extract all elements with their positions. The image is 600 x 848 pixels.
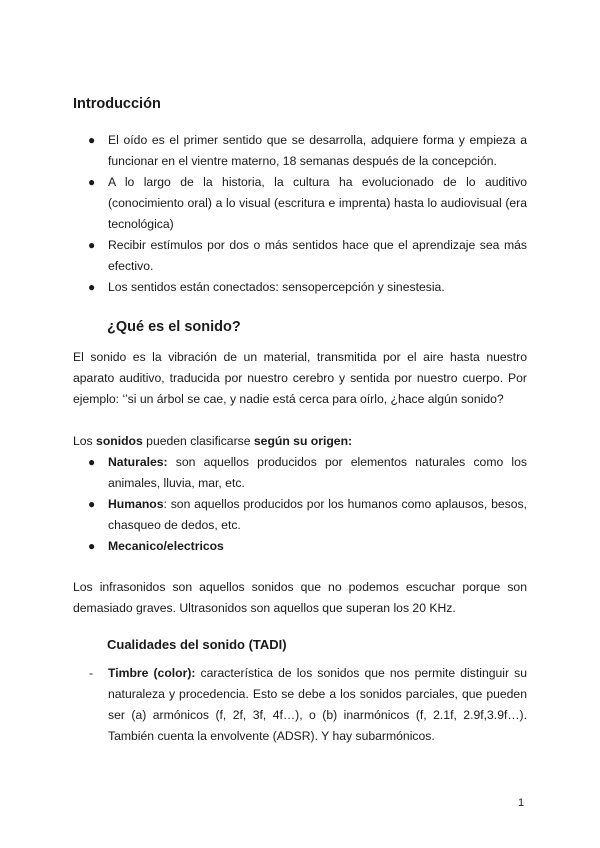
classify-bold-1: sonidos bbox=[96, 434, 143, 448]
infrasound-paragraph: Los infrasonidos son aquellos sonidos que no podemos escuchar porque son demasiado graves. Ultrasonidos son aquellos que superan los 20 KHz. bbox=[73, 580, 527, 615]
quality-term: Timbre (color): bbox=[108, 666, 196, 680]
qualities-heading: Cualidades del sonido (TADI) bbox=[107, 637, 287, 652]
classify-bold-2: según su origen: bbox=[253, 434, 353, 448]
list-item-text: Recibir estímulos por dos o más sentidos hace que el aprendizaje sea más efectivo. bbox=[108, 238, 527, 273]
sound-heading: ¿Qué es el sonido? bbox=[107, 319, 241, 335]
sound-definition: El sonido es la vibración de un material, transmitida por el aire hasta nuestro aparato auditivo, traducida por nuestro cerebro y sentida por nuestro cuerpo. Por ejemplo: ‘’si un árbol se cae, y nadie está cerca para oírlo, ¿hace algún sonido? bbox=[73, 350, 527, 406]
origin-term: Humanos bbox=[108, 497, 164, 511]
page-number: 1 bbox=[518, 797, 525, 809]
list-item bbox=[73, 172, 527, 235]
bullet-icon: ● bbox=[88, 238, 96, 252]
bullet-icon: ● bbox=[88, 497, 96, 511]
list-item bbox=[73, 536, 527, 557]
list-item-text: A lo largo de la historia, la cultura ha evolucionado de lo auditivo (conocimiento oral) a lo visual (escritura e imprenta) hasta lo audiovisual (era tecnológica) bbox=[108, 175, 527, 231]
list-item-text: Los sentidos están conectados: sensopercepción y sinestesia. bbox=[108, 280, 445, 294]
bullet-icon: ● bbox=[88, 175, 96, 189]
bullet-icon: ● bbox=[88, 455, 96, 469]
classification-intro bbox=[73, 431, 527, 452]
quality-text: característica de los sonidos que nos permite distinguir su naturaleza y procedencia. Esto se debe a los sonidos parciales, que pueden ser (a) armónicos (f, 2f, 3f, 4f…), o (b) inarmónicos (f, 2.1f, 2.9f,3.9f…). También cuenta la envolvente (ADSR). Y hay subarmónicos. bbox=[108, 666, 527, 743]
dash-icon: - bbox=[89, 666, 94, 680]
list-item bbox=[73, 235, 527, 277]
classify-text-1: Los bbox=[73, 434, 97, 448]
intro-heading: Introducción bbox=[73, 96, 161, 112]
bullet-icon: ● bbox=[88, 539, 96, 553]
list-item bbox=[73, 452, 527, 494]
origin-term: Mecanico/electricos bbox=[108, 539, 224, 553]
bullet-icon: ● bbox=[88, 133, 96, 147]
list-item bbox=[73, 663, 527, 747]
qualities-list bbox=[73, 663, 527, 747]
classify-text-2: pueden clasificarse bbox=[142, 434, 254, 448]
list-item bbox=[73, 277, 527, 298]
list-item bbox=[73, 130, 527, 172]
list-item-text: El oído es el primer sentido que se desarrolla, adquiere forma y empieza a funcionar en el vientre materno, 18 semanas después de la concepción. bbox=[108, 133, 527, 168]
list-item bbox=[73, 494, 527, 536]
bullet-icon: ● bbox=[88, 280, 96, 294]
origin-text: son aquellos producidos por elementos naturales como los animales, lluvia, mar, etc. bbox=[108, 455, 527, 490]
origin-term: Naturales: bbox=[108, 455, 168, 469]
origin-text: : son aquellos producidos por los humanos como aplausos, besos, chasqueo de dedos, etc. bbox=[108, 497, 527, 532]
origin-list bbox=[73, 452, 527, 557]
intro-bullet-list bbox=[73, 130, 527, 298]
